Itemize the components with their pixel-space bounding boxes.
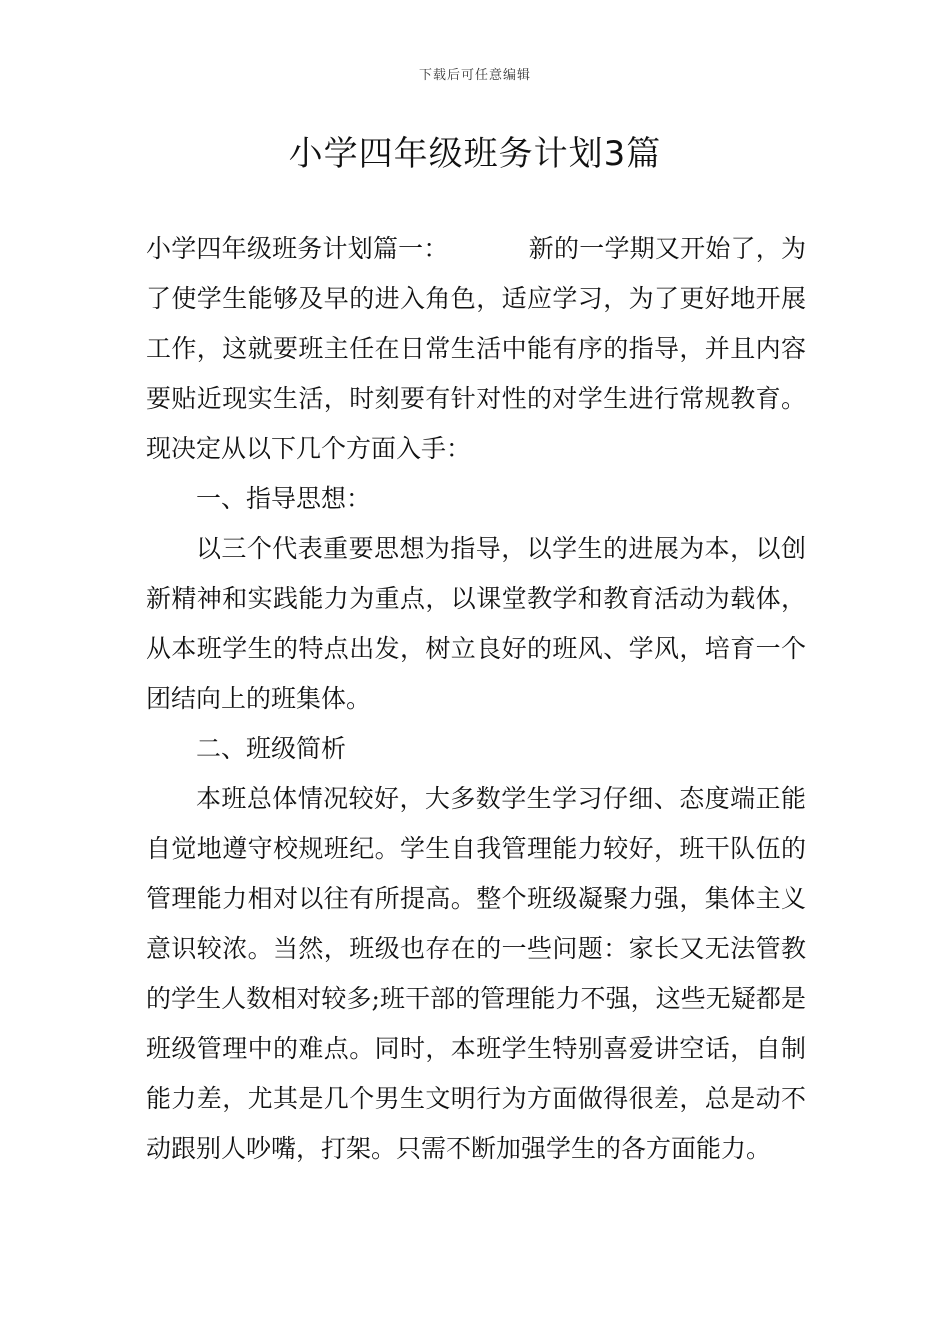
intro-text: 新的一学期又开始了，为了使学生能够及早的进入角色，适应学习，为了更好地开展工作，这就要班主任在日常生活中能有序的指导，并且内容要贴近现实生活，时刻要有针对性的对学生进行常规教育。现决定从以下几个方面入手： xyxy=(146,234,806,463)
intro-label: 小学四年级班务计划篇一： xyxy=(146,234,449,263)
intro-paragraph xyxy=(146,224,806,474)
section1-paragraph: 以三个代表重要思想为指导，以学生的进展为本，以创新精神和实践能力为重点，以课堂教学和教育活动为载体，从本班学生的特点出发，树立良好的班风、学风，培育一个团结向上的班集体。 xyxy=(146,534,806,713)
section2-paragraph: 本班总体情况较好，大多数学生学习仔细、态度端正能自觉地遵守校规班纪。学生自我管理能力较好，班干队伍的管理能力相对以往有所提高。整个班级凝聚力强，集体主义意识较浓。当然，班级也存在的一些问题：家长又无法管教的学生人数相对较多;班干部的管理能力不强，这些无疑都是班级管理中的难点。同时，本班学生特别喜爱讲空话，自制能力差，尤其是几个男生文明行为方面做得很差，总是动不动跟别人吵嘴，打架。只需不断加强学生的各方面能力。 xyxy=(146,784,806,1163)
section2-heading: 二、班级简析 xyxy=(196,734,347,763)
header-note: 下载后可任意编辑 xyxy=(418,68,531,83)
document-body xyxy=(146,224,806,1174)
document-title: 小学四年级班务计划3篇 xyxy=(288,134,662,174)
section1-heading: 一、指导思想： xyxy=(196,484,372,513)
